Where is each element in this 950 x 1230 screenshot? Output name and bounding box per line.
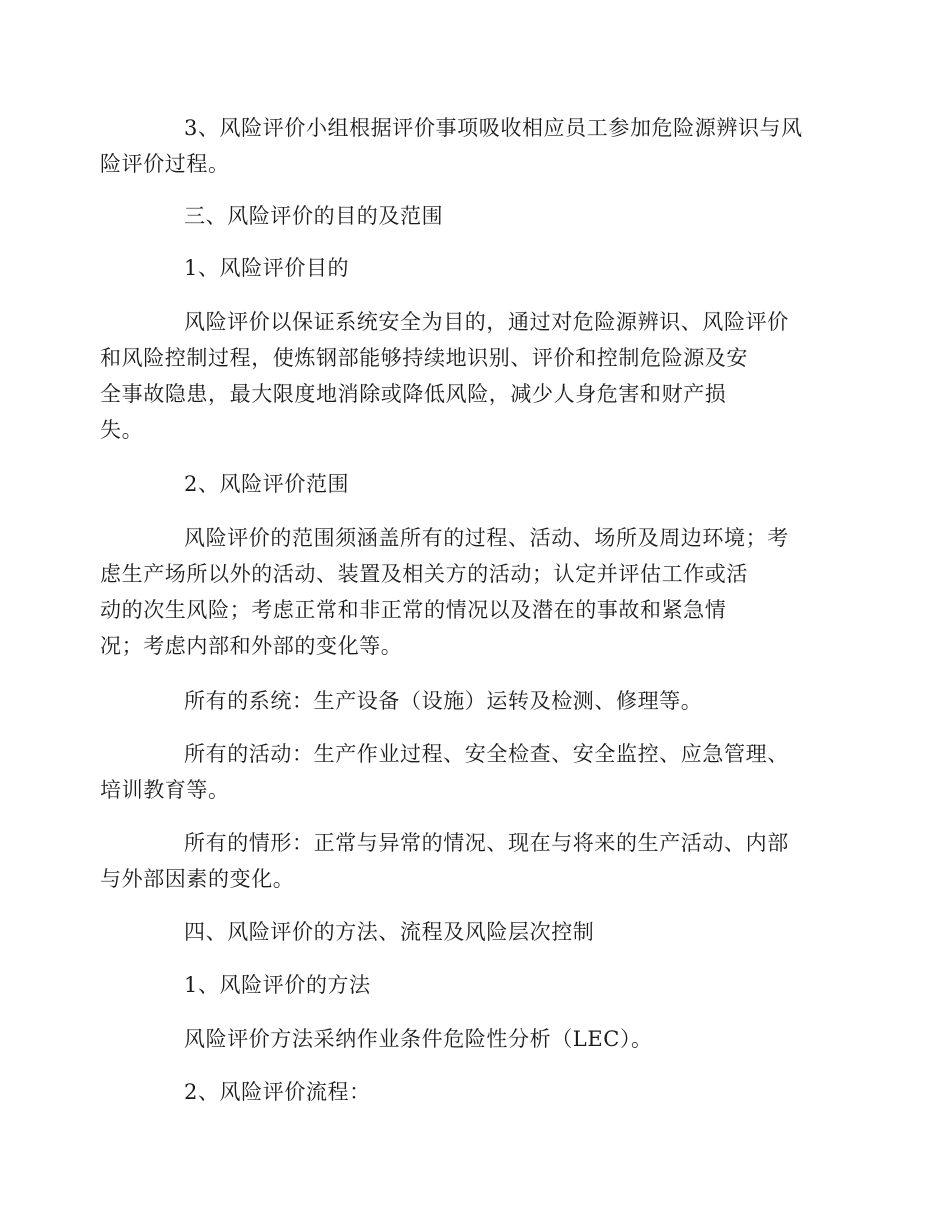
paragraph-all-systems: [142, 683, 802, 719]
paragraph-all-situations: [100, 825, 802, 897]
section-heading-4: [142, 914, 802, 950]
paragraph-line: 失。: [100, 418, 144, 442]
paragraph-all-activities: [100, 736, 802, 808]
paragraph-line: 培训教育等。: [100, 778, 230, 802]
paragraph-line: 险评价过程。: [100, 152, 230, 176]
subheading-scope: [142, 466, 802, 502]
paragraph-line: 和风险控制过程，使炼钢部能够持续地识别、评价和控制危险源及安: [100, 346, 748, 370]
section-heading-3: [142, 198, 802, 234]
subheading-process: [142, 1074, 802, 1110]
paragraph-line: 所有的系统：生产设备（设施）运转及检测、修理等。: [184, 689, 703, 713]
heading-text: 1、风险评价目的: [184, 256, 350, 280]
subheading-method: [142, 967, 802, 1003]
heading-text: 2、风险评价范围: [184, 472, 350, 496]
paragraph-line: 所有的情形：正常与异常的情况、现在与将来的生产活动、内部: [184, 831, 789, 855]
paragraph-line: 所有的活动：生产作业过程、安全检查、安全监控、应急管理、: [184, 742, 789, 766]
heading-text: 三、风险评价的目的及范围: [184, 204, 444, 228]
subheading-purpose: [142, 250, 802, 286]
paragraph-line: 3、风险评价小组根据评价事项吸收相应员工参加危险源辨识与风: [184, 116, 803, 140]
paragraph-line: 风险评价的范围须涵盖所有的过程、活动、场所及周边环境；考: [184, 526, 789, 550]
paragraph-line: 况；考虑内部和外部的变化等。: [100, 634, 403, 658]
paragraph-line: 动的次生风险；考虑正常和非正常的情况以及潜在的事故和紧急情: [100, 598, 727, 622]
heading-text: 2、风险评价流程：: [184, 1080, 371, 1104]
paragraph-scope: [100, 520, 802, 664]
paragraph-line: 风险评价方法采纳作业条件危险性分析（LEC）。: [184, 1027, 653, 1051]
paragraph-line: 与外部因素的变化。: [100, 867, 295, 891]
paragraph-purpose: [100, 304, 802, 448]
paragraph-line: 全事故隐患，最大限度地消除或降低风险，减少人身危害和财产损: [100, 382, 727, 406]
paragraph-method: [142, 1021, 802, 1057]
paragraph-line: 风险评价以保证系统安全为目的，通过对危险源辨识、风险评价: [184, 310, 789, 334]
heading-text: 1、风险评价的方法: [184, 973, 371, 997]
paragraph-line: 虑生产场所以外的活动、装置及相关方的活动；认定并评估工作或活: [100, 562, 748, 586]
heading-text: 四、风险评价的方法、流程及风险层次控制: [184, 920, 595, 944]
paragraph-evaluation-team: [100, 110, 803, 182]
